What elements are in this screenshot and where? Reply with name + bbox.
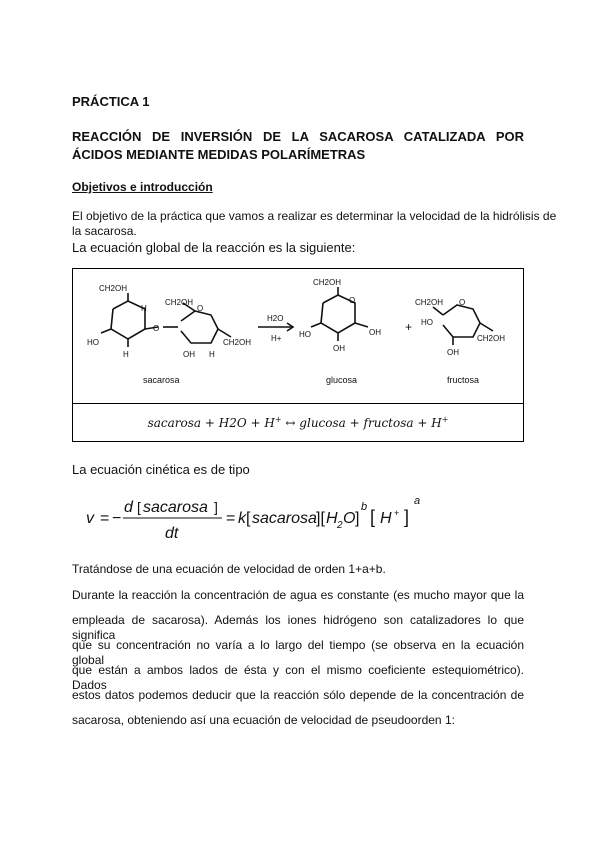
svg-text:][: ][ [316,510,325,527]
fructose-ho: HO [421,318,433,327]
fructose-ring-o: O [459,298,466,307]
fructose-label: fructosa [447,375,480,385]
sucrose-h: H [141,304,147,313]
eq-fructosa: fructosa [363,416,414,430]
rate-law-tail [370,488,490,548]
sucrose-h-2: H [123,350,129,359]
para-line-6: sacarosa, obteniendo así una ecuación de velocidad de pseudoorden 1: [72,713,455,727]
rate-eq: = [100,510,110,527]
para-line-5: estos datos podemos deducir que la reacción sólo depende de la concentración de [72,688,524,702]
rate-exp-b: b [361,501,368,513]
arrow-h2o: H2O [267,314,284,323]
rate-exp-a: a [414,495,421,507]
rate-eq-2: = [226,510,236,527]
products-plus: + [405,320,413,334]
glucose-ho: HO [299,330,311,339]
svg-text:]: ] [355,510,360,527]
sucrose-ch2oh: CH2OH [99,284,128,293]
eq-h2o: H2O [218,416,247,430]
eq-plus-1: + [204,416,215,430]
rate-h2o-o: O [343,510,356,527]
eq-plus-4: + [417,416,428,430]
fructose-ch2oh-2: CH2OH [477,334,506,343]
svg-text:]: ] [214,499,218,515]
glucose-ch2oh: CH2OH [313,278,342,287]
rate-h: H [380,510,392,527]
section-heading: Objetivos e introducción [72,180,213,194]
eq-plus-2: + [250,416,261,430]
eq-arrow: ↔ [285,416,296,430]
rate-v: v [86,510,94,527]
sucrose-ring-o: O [197,304,204,313]
global-equation-intro: La ecuación global de la reacción es la siguiente: [72,240,356,255]
arrow-hplus: H+ [271,334,282,343]
svg-text:[: [ [370,507,376,527]
sucrose-o: O [153,324,160,333]
practice-label: PRÁCTICA 1 [72,94,150,109]
rate-sacarosa-2: sacarosa [252,510,317,527]
sucrose-label: sacarosa [143,375,180,385]
rate-h2o-sub: 2 [337,520,343,531]
figure-divider [73,403,523,404]
glucose-oh-2: OH [333,344,345,353]
title-line-2: ÁCIDOS MEDIANTE MEDIDAS POLARÍMETRAS [72,147,366,162]
kinetic-intro: La ecuación cinética es de tipo [72,462,250,477]
global-equation [73,415,523,430]
rate-minus: − [112,510,122,527]
rate-sacarosa: sacarosa [143,499,208,516]
para-line-4: que están a ambos lados de ésta y con el mismo coeficiente estequiométrico). Dados [72,663,524,692]
rate-h-charge: + [394,508,400,518]
para-line-2: empleada de sacarosa). Además los iones hidrógeno son catalizadores lo que significa [72,613,524,642]
eq-plus-3: + [349,416,360,430]
reaction-figure [72,268,524,442]
eq-h-2: H [431,416,442,430]
svg-text:[: [ [246,510,251,527]
intro-line-2: la sacarosa. [72,224,137,238]
fructose-oh: OH [447,348,459,357]
title-line-1: REACCIÓN DE INVERSIÓN DE LA SACAROSA CATALIZADA POR [72,129,524,144]
eq-h-charge-2: + [441,415,449,424]
eq-sacarosa: sacarosa [147,416,202,430]
sucrose-h-3: H [209,350,215,359]
intro-line-1: El objetivo de la práctica que vamos a realizar es determinar la velocidad de la hidrólisis de [72,209,557,223]
sucrose-ho: HO [87,338,99,347]
eq-glucosa: glucosa [299,416,346,430]
glucose-label: glucosa [326,375,358,385]
rate-k: k [238,510,246,527]
sucrose-oh: OH [183,350,195,359]
rate-dt: dt [165,525,179,542]
para-line-1: Durante la reacción la concentración de agua es constante (es mucho mayor que la [72,588,524,602]
glucose-ring-o: O [349,296,356,305]
svg-text:]: ] [404,507,410,527]
order-line: Tratándose de una ecuación de velocidad de orden 1+a+b. [72,562,386,576]
reaction-scheme [73,269,523,403]
fructose-ch2oh: CH2OH [415,298,444,307]
eq-h-charge: + [274,415,282,424]
sucrose-ch2oh-3: CH2OH [223,338,252,347]
svg-text:[: [ [137,499,141,515]
glucose-oh: OH [369,328,381,337]
eq-h: H [264,416,275,430]
rate-h2o-h: H [326,510,338,527]
rate-d: d [124,499,133,516]
para-line-3: que su concentración no varía a lo largo del tiempo (se observa en la ecuación global [72,638,524,667]
rate-law [80,488,380,548]
sucrose-ch2oh-2: CH2OH [165,298,194,307]
